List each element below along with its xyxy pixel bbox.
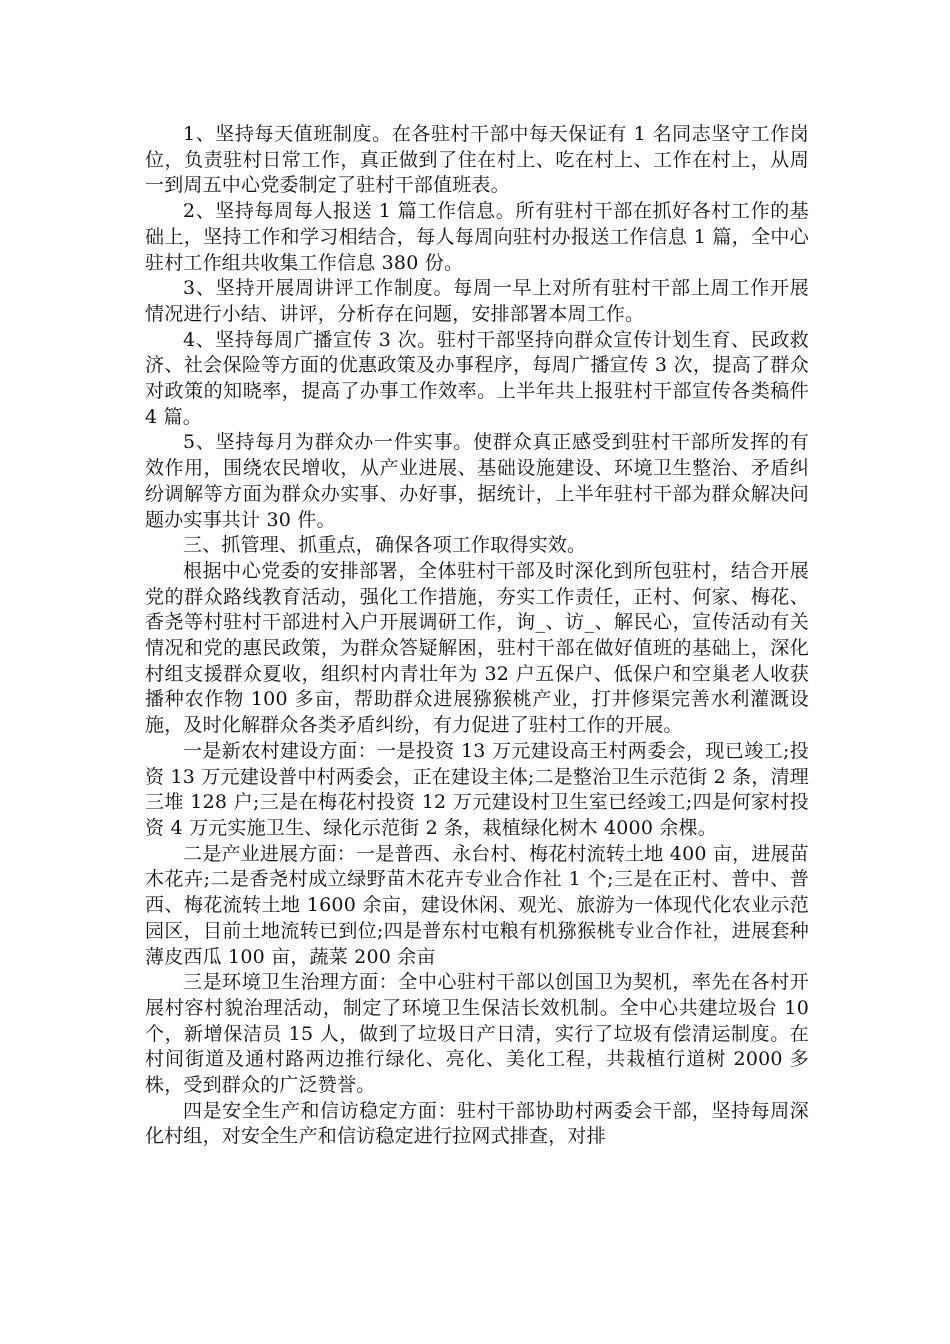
- paragraph-broadcast: 4、坚持每周广播宣传 3 次。驻村干部坚持向群众宣传计划生育、民政救济、社会保险等方面的优惠政策及办事程序，每周广播宣传 3 次，提高了群众对政策的知晓率，提高了办事工作效率。上半年共上报驻村干部宣传各类稿件 4 篇。: [145, 328, 809, 428]
- paragraph-industry: 二是产业进展方面：一是普西、永台村、梅花村流转土地 400 亩，进展苗木花卉;二是香尧村成立绿野苗木花卉专业合作社 1 个;三是在正村、普中、普西、梅花流转土地 1600 余亩，建设休闲、观光、旅游为一体现代化农业示范园区，目前土地流转已到位;四是普东村屯粮有机猕猴桃专业合作社，进展套种薄皮西瓜 100 亩，蔬菜 200 余亩: [145, 842, 809, 968]
- paragraph-deployment: 根据中心党委的安排部署，全体驻村干部及时深化到所包驻村，结合开展党的群众路线教育活动，强化工作措施，夯实工作责任，正村、何家、梅花、香尧等村驻村干部进村入户开展调研工作，询_、访_、解民心，宣传活动有关情况和党的惠民政策，为群众答疑解困，驻村干部在做好值班的基础上，深化村组支援群众夏收，组织村内青壮年为 32 户五保户、低保户和空巢老人收获播种农作物 100 多亩，帮助群众进展猕猴桃产业，打井修渠完善水利灌溉设施，及时化解群众各类矛盾纠纷，有力促进了驻村工作的开展。: [145, 559, 809, 737]
- paragraph-weekly-review: 3、坚持开展周讲评工作制度。每周一早上对所有驻村干部上周工作开展情况进行小结、讲评，分析存在问题，安排部署本周工作。: [145, 277, 809, 325]
- paragraph-weekly-info: 2、坚持每周每人报送 1 篇工作信息。所有驻村干部在抓好各村工作的基础上，坚持工作和学习相结合，每人每周向驻村办报送工作信息 1 篇，全中心驻村工作组共收集工作信息 380 份。: [145, 200, 809, 274]
- paragraph-new-village: 一是新农村建设方面：一是投资 13 万元建设高王村两委会，现已竣工;投资 13 万元建设普中村两委会，正在建设主体;二是整治卫生示范街 2 条，清理三堆 128 户;三是在梅花村投资 12 万元建设村卫生室已经竣工;四是何家村投资 4 万元实施卫生、绿化示范街 2 条，栽植绿化树木 4000 余棵。: [145, 739, 809, 839]
- section-heading: 三、抓管理、抓重点，确保各项工作取得实效。: [183, 534, 587, 557]
- paragraph-monthly-service: 5、坚持每月为群众办一件实事。使群众真正感受到驻村干部所发挥的有效作用，围绕农民增收，从产业进展、基础设施建设、环境卫生整治、矛盾纠纷调解等方面为群众办实事、办好事，据统计，上半年驻村干部为群众解决问题办实事共计 30 件。: [145, 431, 809, 531]
- paragraph-safety: 四是安全生产和信访稳定方面：驻村干部协助村两委会干部，坚持每周深化村组，对安全生产和信访稳定进行拉网式排查，对排: [145, 1099, 809, 1148]
- paragraph-duty-roster: 1、坚持每天值班制度。在各驻村干部中每天保证有 1 名同志坚守工作岗位，负责驻村日常工作，真正做到了住在村上、吃在村上、工作在村上，从周一到周五中心党委制定了驻村干部值班表。: [145, 123, 809, 197]
- paragraph-environment: 三是环境卫生治理方面：全中心驻村干部以创国卫为契机，率先在各村开展村容村貌治理活动，制定了环境卫生保洁长效机制。全中心共建垃圾台 10 个，新增保洁员 15 人，做到了垃圾日产日清，实行了垃圾有偿清运制度。在村间街道及通村路两边推行绿化、亮化、美化工程，共栽植行道树 2000 多株，受到群众的广泛赞誉。: [145, 971, 809, 1097]
- document-body: [145, 122, 809, 1150]
